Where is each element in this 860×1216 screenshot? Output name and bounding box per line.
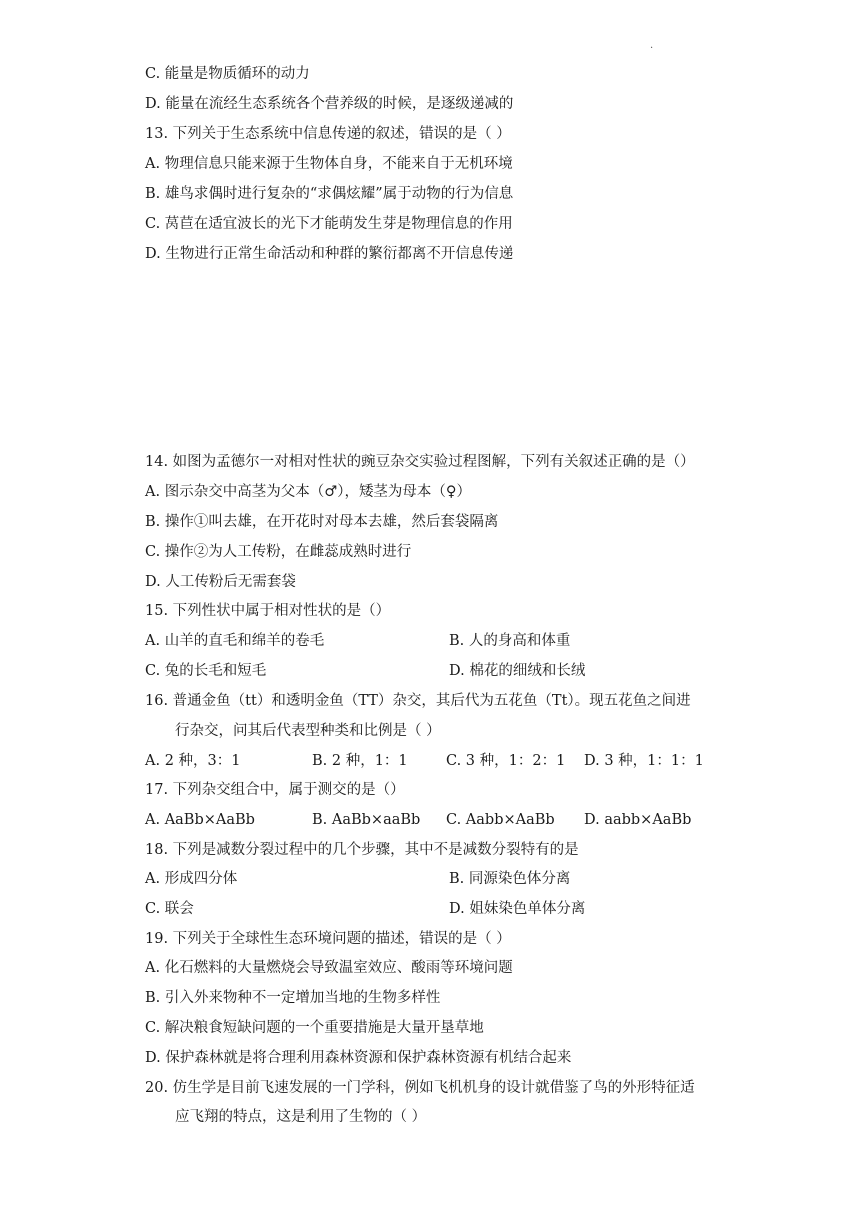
question-19-option-a: A. 化石燃料的大量燃烧会导致温室效应、酸雨等环境问题 (145, 960, 513, 976)
question-18-option-b: B. 同源染色体分离 (449, 871, 571, 887)
question-16-option-c: C. 3 种，1：2：1 (446, 753, 566, 769)
question-19-option-d: D. 保护森林就是将合理利用森林资源和保护森林资源有机结合起来 (145, 1050, 572, 1066)
question-13-option-b: B. 雄鸟求偶时进行复杂的“求偶炫耀”属于动物的行为信息 (145, 186, 514, 202)
question-14-option-b: B. 操作①叫去雄，在开花时对母本去雄，然后套袋隔离 (145, 514, 499, 530)
question-16-option-a: A. 2 种，3：1 (145, 753, 241, 769)
question-18-stem: 18. 下列是减数分裂过程中的几个步骤，其中不是减数分裂特有的是 (145, 842, 579, 858)
question-16-option-b: B. 2 种，1：1 (312, 753, 408, 769)
question-17-option-a: A. AaBb×AaBb (145, 812, 255, 828)
option-text: D. 能量在流经生态系统各个营养级的时候，是逐级递减的 (145, 96, 514, 112)
question-17-option-d: D. aabb×AaBb (584, 812, 692, 828)
question-14-option-d: D. 人工传粉后无需套袋 (145, 574, 296, 590)
question-13-stem: 13. 下列关于生态系统中信息传递的叙述，错误的是（ ） (145, 126, 511, 142)
question-17-stem: 17. 下列杂交组合中，属于测交的是（） (145, 782, 405, 798)
question-13-option-d: D. 生物进行正常生命活动和种群的繁衍都离不开信息传递 (145, 246, 514, 262)
question-16-option-d: D. 3 种，1：1：1 (584, 753, 704, 769)
question-16-stem-continued: 行杂交，问其后代表型种类和比例是（ ） (175, 723, 441, 739)
option-text: C. 能量是物质循环的动力 (145, 66, 310, 82)
question-19-option-b: B. 引入外来物种不一定增加当地的生物多样性 (145, 990, 441, 1006)
question-13-option-a: A. 物理信息只能来源于生物体自身，不能来自于无机环境 (145, 156, 513, 172)
question-17-option-c: C. Aabb×AaBb (446, 812, 555, 828)
question-13-option-c: C. 莴苣在适宜波长的光下才能萌发生芽是物理信息的作用 (145, 216, 513, 232)
question-20-stem-continued: 应飞翔的特点，这是利用了生物的（ ） (175, 1109, 427, 1125)
question-17-option-b: B. AaBb×aaBb (312, 812, 421, 828)
question-18-option-a: A. 形成四分体 (145, 871, 238, 887)
question-19-option-c: C. 解决粮食短缺问题的一个重要措施是大量开垦草地 (145, 1020, 484, 1036)
question-14-option-a: A. 图示杂交中高茎为父本（♂），矮茎为母本（♀） (145, 484, 472, 500)
question-15-stem: 15. 下列性状中属于相对性状的是（） (145, 603, 391, 619)
question-15-option-b: B. 人的身高和体重 (449, 633, 571, 649)
question-15-option-c: C. 兔的长毛和短毛 (145, 663, 267, 679)
question-18-option-c: C. 联会 (145, 901, 194, 917)
question-20-stem: 20. 仿生学是目前飞速发展的一门学科，例如飞机机身的设计就借鉴了鸟的外形特征适 (145, 1080, 695, 1096)
question-18-option-d: D. 姐妹染色单体分离 (449, 901, 586, 917)
question-15-option-a: A. 山羊的直毛和绵羊的卷毛 (145, 633, 325, 649)
question-14-option-c: C. 操作②为人工传粉，在雌蕊成熟时进行 (145, 544, 412, 560)
question-15-option-d: D. 棉花的细绒和长绒 (449, 663, 586, 679)
question-14-stem: 14. 如图为孟德尔一对相对性状的豌豆杂交实验过程图解，下列有关叙述正确的是（） (145, 454, 695, 470)
question-19-stem: 19. 下列关于全球性生态环境问题的描述，错误的是（ ） (145, 931, 511, 947)
question-16-stem: 16. 普通金鱼（tt）和透明金鱼（TT）杂交，其后代为五花鱼（Tt）。现五花鱼之间进 (145, 693, 691, 709)
header-mark: . (650, 40, 654, 51)
